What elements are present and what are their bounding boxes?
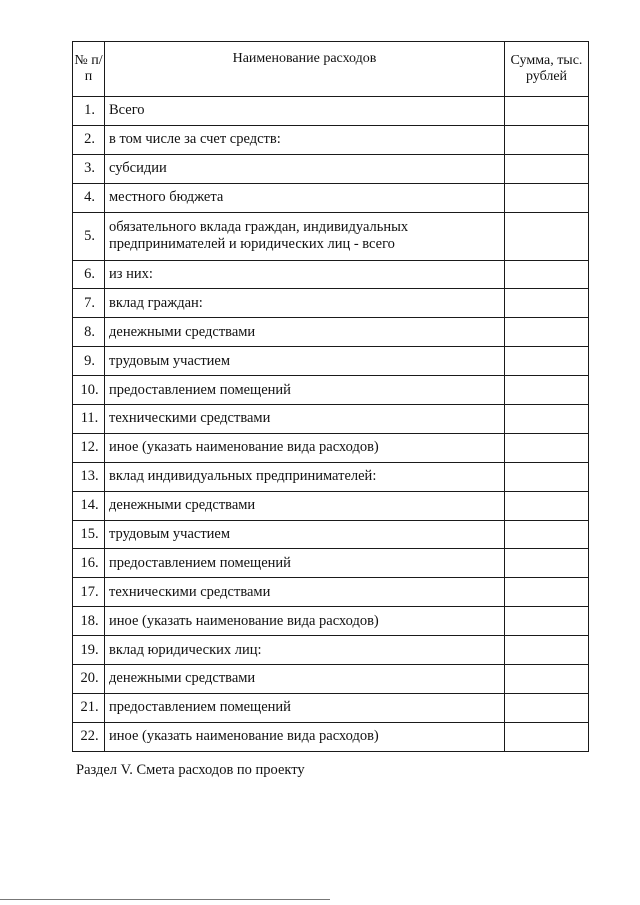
table-row [73,636,589,665]
row-sum [505,318,589,347]
row-number: 5. [73,212,105,260]
table-row [73,154,589,183]
row-number: 21. [73,693,105,722]
row-expense-name: трудовым участием [105,347,505,376]
row-sum [505,125,589,154]
row-number: 16. [73,549,105,578]
table-row [73,376,589,405]
table-row [73,289,589,318]
table-row [73,405,589,434]
table-row [73,607,589,636]
row-number: 17. [73,578,105,607]
row-number: 6. [73,260,105,289]
table-row [73,722,589,751]
page-bottom-rule [0,899,330,900]
row-sum [505,405,589,434]
header-name: Наименование расходов [105,42,505,97]
row-sum [505,376,589,405]
row-expense-name: вклад индивидуальных предпринимателей: [105,462,505,491]
table-row [73,183,589,212]
table-row [73,260,589,289]
row-number: 13. [73,462,105,491]
row-sum [505,549,589,578]
row-expense-name: вклад граждан: [105,289,505,318]
table-row [73,693,589,722]
header-number: № п/п [73,42,105,97]
table-row [73,125,589,154]
row-expense-name: Всего [105,97,505,126]
row-number: 10. [73,376,105,405]
row-sum [505,433,589,462]
row-number: 7. [73,289,105,318]
row-expense-name: субсидии [105,154,505,183]
row-expense-name: денежными средствами [105,491,505,520]
row-expense-name: обязательного вклада граждан, индивидуальных предпринимателей и юридических лиц - всего [105,212,505,260]
row-number: 12. [73,433,105,462]
row-expense-name: предоставлением помещений [105,693,505,722]
row-number: 18. [73,607,105,636]
row-expense-name: предоставлением помещений [105,376,505,405]
row-sum [505,665,589,694]
row-expense-name: иное (указать наименование вида расходов) [105,433,505,462]
row-sum [505,347,589,376]
row-number: 8. [73,318,105,347]
table-row [73,318,589,347]
row-number: 4. [73,183,105,212]
header-sum: Сумма, тыс. рублей [505,42,589,97]
row-number: 9. [73,347,105,376]
table-row [73,665,589,694]
table-row [73,578,589,607]
row-sum [505,578,589,607]
row-sum [505,462,589,491]
table-row [73,462,589,491]
row-expense-name: вклад юридических лиц: [105,636,505,665]
row-number: 3. [73,154,105,183]
table-row [73,212,589,260]
row-expense-name: техническими средствами [105,578,505,607]
row-sum [505,693,589,722]
row-expense-name: в том числе за счет средств: [105,125,505,154]
expenses-table [72,41,589,752]
table-row [73,549,589,578]
row-number: 15. [73,520,105,549]
row-number: 14. [73,491,105,520]
row-sum [505,636,589,665]
row-expense-name: местного бюджета [105,183,505,212]
row-expense-name: иное (указать наименование вида расходов) [105,607,505,636]
row-sum [505,520,589,549]
row-sum [505,154,589,183]
row-number: 2. [73,125,105,154]
row-sum [505,289,589,318]
table-row [73,433,589,462]
row-number: 1. [73,97,105,126]
row-expense-name: трудовым участием [105,520,505,549]
row-number: 20. [73,665,105,694]
row-sum [505,722,589,751]
row-number: 11. [73,405,105,434]
row-sum [505,607,589,636]
table-row [73,520,589,549]
section-title: Раздел V. Смета расходов по проекту [76,762,305,778]
table-row [73,347,589,376]
row-number: 19. [73,636,105,665]
row-sum [505,183,589,212]
row-sum [505,260,589,289]
row-sum [505,97,589,126]
table-body [73,97,589,752]
row-expense-name: техническими средствами [105,405,505,434]
row-sum [505,212,589,260]
row-expense-name: денежными средствами [105,318,505,347]
table-header-row [73,42,589,97]
row-sum [505,491,589,520]
row-number: 22. [73,722,105,751]
row-expense-name: из них: [105,260,505,289]
row-expense-name: денежными средствами [105,665,505,694]
table-row [73,97,589,126]
table-row [73,491,589,520]
row-expense-name: предоставлением помещений [105,549,505,578]
row-expense-name: иное (указать наименование вида расходов) [105,722,505,751]
